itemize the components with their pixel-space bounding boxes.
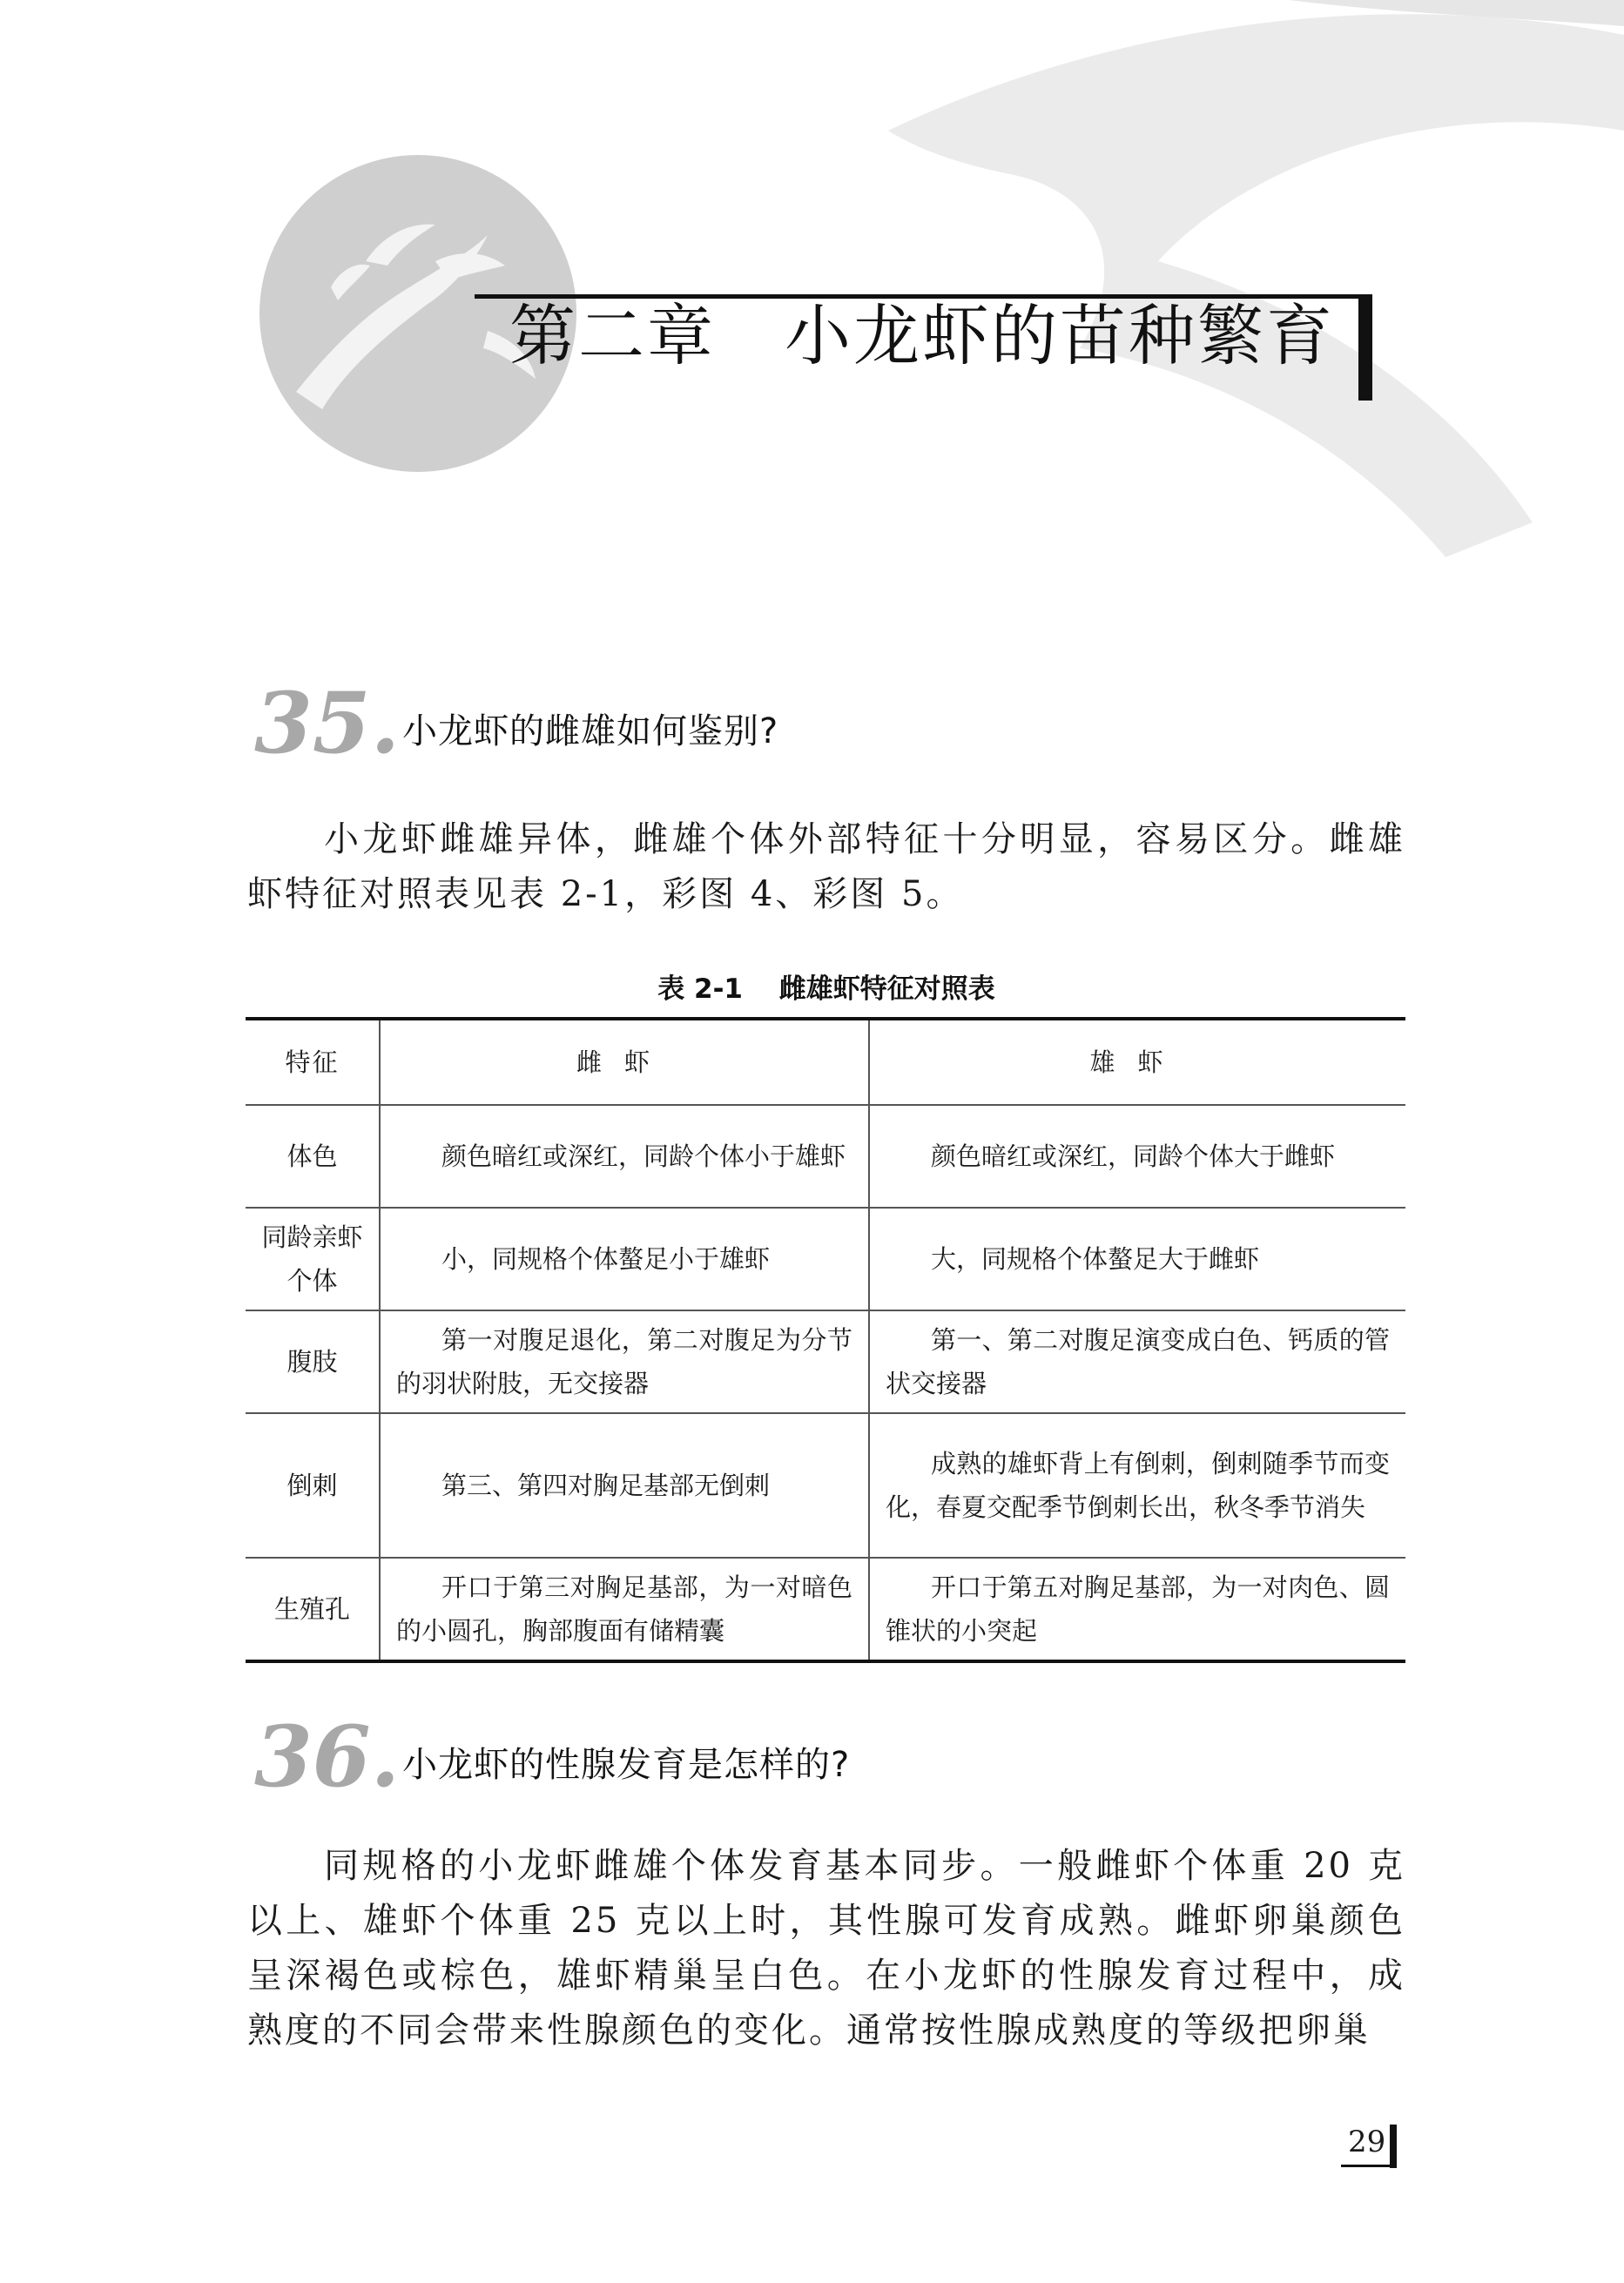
female-cell: 小，同规格个体螯足小于雄虾 [380, 1208, 869, 1310]
female-cell: 开口于第三对胸足基部，为一对暗色的小圆孔，胸部腹面有储精囊 [380, 1558, 869, 1661]
page-number-rule [1341, 2165, 1392, 2167]
table-row [246, 1310, 1405, 1413]
section-title: 小龙虾的性腺发育是怎样的? [402, 1745, 851, 1785]
female-cell: 第一对腹足退化，第二对腹足为分节的羽状附肢，无交接器 [380, 1310, 869, 1413]
feature-cell: 腹肢 [246, 1310, 380, 1413]
section-number: 36. [254, 1707, 401, 1806]
table-row [246, 1558, 1405, 1661]
table-caption: 表 2-1 雌雄虾特征对照表 [657, 973, 995, 1005]
table-row [246, 1105, 1405, 1208]
female-cell: 第三、第四对胸足基部无倒刺 [380, 1413, 869, 1558]
table-header: 雌虾 [380, 1019, 869, 1105]
chapter-title: 第二章 小龙虾的苗种繁育 [509, 297, 1335, 374]
table-header: 特征 [246, 1019, 380, 1105]
male-cell: 开口于第五对胸足基部，为一对肉色、圆锥状的小突起 [869, 1558, 1405, 1661]
section-paragraph-36: 同规格的小龙虾雌雄个体发育基本同步。一般雌虾个体重 20 克以上、雄虾个体重 25 克以上时，其性腺可发育成熟。雌虾卵巢颜色呈深褐色或棕色，雄虾精巢呈白色。在小龙虾的性腺发育过程中，成熟度的不同会带来性腺颜色的变化。通常按性腺成熟度的等级把卵巢 [247, 1846, 1405, 2051]
male-cell: 成熟的雄虾背上有倒刺，倒刺随季节而变化，春夏交配季节倒刺长出，秋冬季节消失 [869, 1413, 1405, 1558]
female-cell: 颜色暗红或深红，同龄个体小于雄虾 [380, 1105, 869, 1208]
male-cell: 颜色暗红或深红，同龄个体大于雌虾 [869, 1105, 1405, 1208]
male-cell: 大，同规格个体螯足大于雌虾 [869, 1208, 1405, 1310]
section-title: 小龙虾的雌雄如何鉴别? [402, 711, 779, 751]
table-row [246, 1413, 1405, 1558]
feature-cell: 体色 [246, 1105, 380, 1208]
title-bar [1358, 294, 1372, 401]
table-header-row [246, 1019, 1405, 1105]
page-number: 29 [1348, 2125, 1386, 2159]
section-number: 35. [254, 674, 401, 772]
feature-cell: 生殖孔 [246, 1558, 380, 1661]
table-header: 雄虾 [869, 1019, 1405, 1105]
page-number-bar [1390, 2125, 1397, 2168]
feature-cell: 同龄亲虾个体 [246, 1208, 380, 1310]
feature-cell: 倒刺 [246, 1413, 380, 1558]
table-row [246, 1208, 1405, 1310]
feature-comparison-table [246, 1017, 1405, 1663]
section-paragraph-35: 小龙虾雌雄异体，雌雄个体外部特征十分明显，容易区分。雌雄虾特征对照表见表 2-1，彩图 4、彩图 5。 [247, 819, 1405, 914]
male-cell: 第一、第二对腹足演变成白色、钙质的管状交接器 [869, 1310, 1405, 1413]
